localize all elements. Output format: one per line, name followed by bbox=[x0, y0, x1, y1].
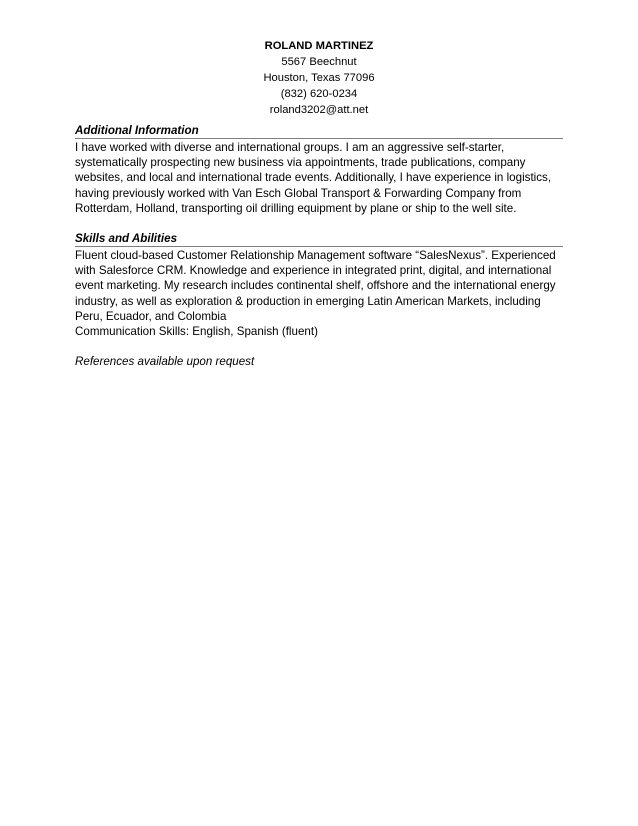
phone-number: (832) 620-0234 bbox=[280, 88, 358, 100]
skills-text: Fluent cloud-based Customer Relationship Management software “SalesNexus”. Experienced with Salesforce CRM. Knowledge and experience in integrated print, digital, and international event marketing. My research includes continental shelf, offshore and the international energy industry, as well as exploration & production in emerging Latin American Markets, including Peru, Ecuador, and Colombia bbox=[75, 249, 556, 323]
address-city: Houston, Texas 77096 bbox=[263, 72, 375, 84]
email-address: roland3202@att.net bbox=[269, 104, 369, 116]
additional-information-text: I have worked with diverse and international groups. I am an aggressive self-starter, systematically prospecting new business via appointments, trade publications, company websites, and local and international trade events. Additionally, I have experience in logistics, having previously worked with Van Esch Global Transport & Forwarding Company from Rotterdam, Holland, transporting oil drilling equipment by plane or ship to the well site. bbox=[75, 141, 552, 215]
contact-header bbox=[0, 38, 638, 118]
section-skills-and-abilities bbox=[75, 231, 563, 339]
section-title-additional-information: Additional Information bbox=[75, 123, 563, 139]
section-body-skills-and-abilities bbox=[75, 248, 563, 339]
address-street: 5567 Beechnut bbox=[281, 56, 357, 68]
references-note: References available upon request bbox=[75, 355, 255, 368]
section-title-skills-and-abilities: Skills and Abilities bbox=[75, 231, 563, 247]
section-additional-information bbox=[75, 123, 563, 216]
section-body-additional-information bbox=[75, 140, 563, 216]
applicant-name: ROLAND MARTINEZ bbox=[264, 40, 374, 52]
communication-skills-text: Communication Skills: English, Spanish (fluent) bbox=[75, 325, 318, 339]
